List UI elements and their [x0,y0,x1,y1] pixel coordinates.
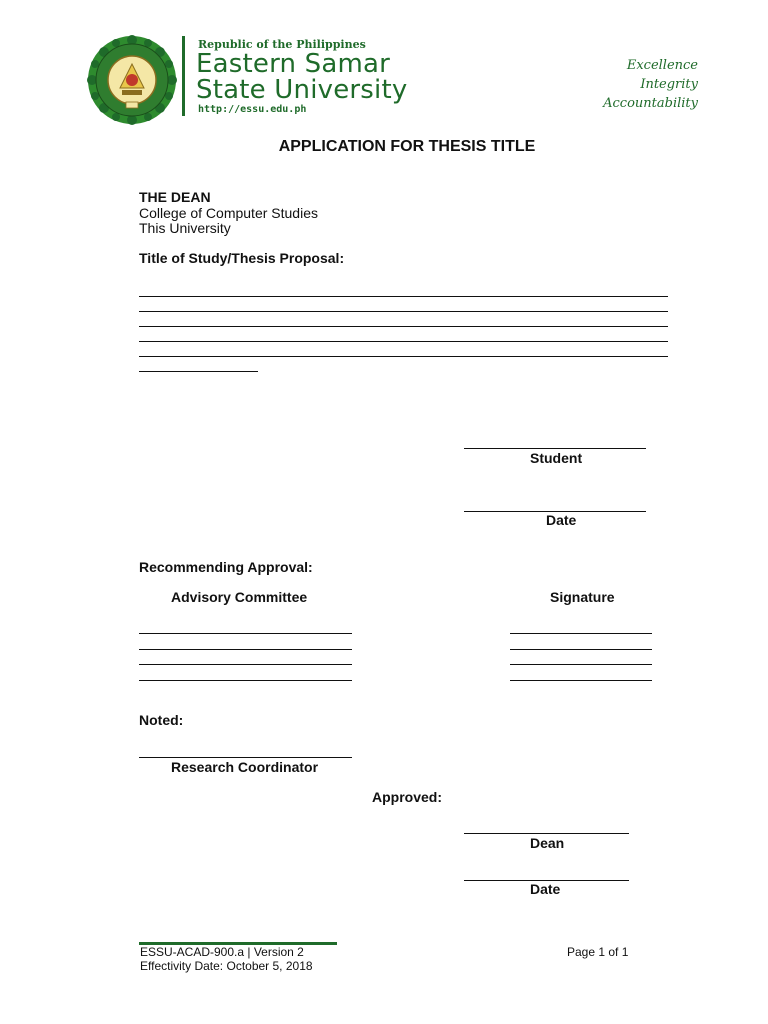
effectivity-date: Effectivity Date: October 5, 2018 [140,959,313,973]
proposal-line [139,341,668,342]
approved-label: Approved: [372,789,442,805]
committee-signature-line [510,664,652,665]
university-line: This University [139,220,231,236]
dean-date-label: Date [530,881,561,897]
student-signature-line [464,448,646,449]
research-coordinator-label: Research Coordinator [171,759,319,775]
committee-name-line [139,680,352,681]
form-title: APPLICATION FOR THESIS TITLE [278,138,536,155]
motto-accountability: Accountability [603,96,698,111]
republic-label: Republic of the Philippines [198,38,366,51]
document-code: ESSU-ACAD-900.a | Version 2 [140,945,304,959]
university-seal-logo [86,34,178,126]
university-name-line1: Eastern Samar [196,49,391,79]
page-number: Page 1 of 1 [567,945,629,959]
proposal-line [139,371,258,372]
committee-signature-line [510,680,652,681]
advisory-committee-label: Advisory Committee [171,589,308,605]
proposal-line [139,326,668,327]
student-label: Student [530,450,583,466]
motto-excellence: Excellence [626,58,698,73]
signature-label: Signature [550,589,615,605]
noted-label: Noted: [139,712,184,728]
committee-name-line [139,664,352,665]
proposal-line [139,311,668,312]
proposal-line [139,356,668,357]
recommending-approval-label: Recommending Approval: [139,559,313,575]
coordinator-signature-line [139,757,352,758]
addressee: THE DEAN [139,189,211,205]
dean-label: Dean [530,835,565,851]
proposal-line [139,296,668,297]
date-label: Date [546,512,577,528]
committee-signature-line [510,633,652,634]
committee-signature-line [510,649,652,650]
letterhead-divider [182,36,185,116]
college-name: College of Computer Studies [139,205,318,221]
committee-name-line [139,649,352,650]
dean-signature-line [464,833,629,834]
proposal-label: Title of Study/Thesis Proposal: [139,250,345,266]
university-url: http://essu.edu.ph [198,104,307,115]
motto-integrity: Integrity [640,77,698,92]
university-name-line2: State University [196,75,408,105]
committee-name-line [139,633,352,634]
